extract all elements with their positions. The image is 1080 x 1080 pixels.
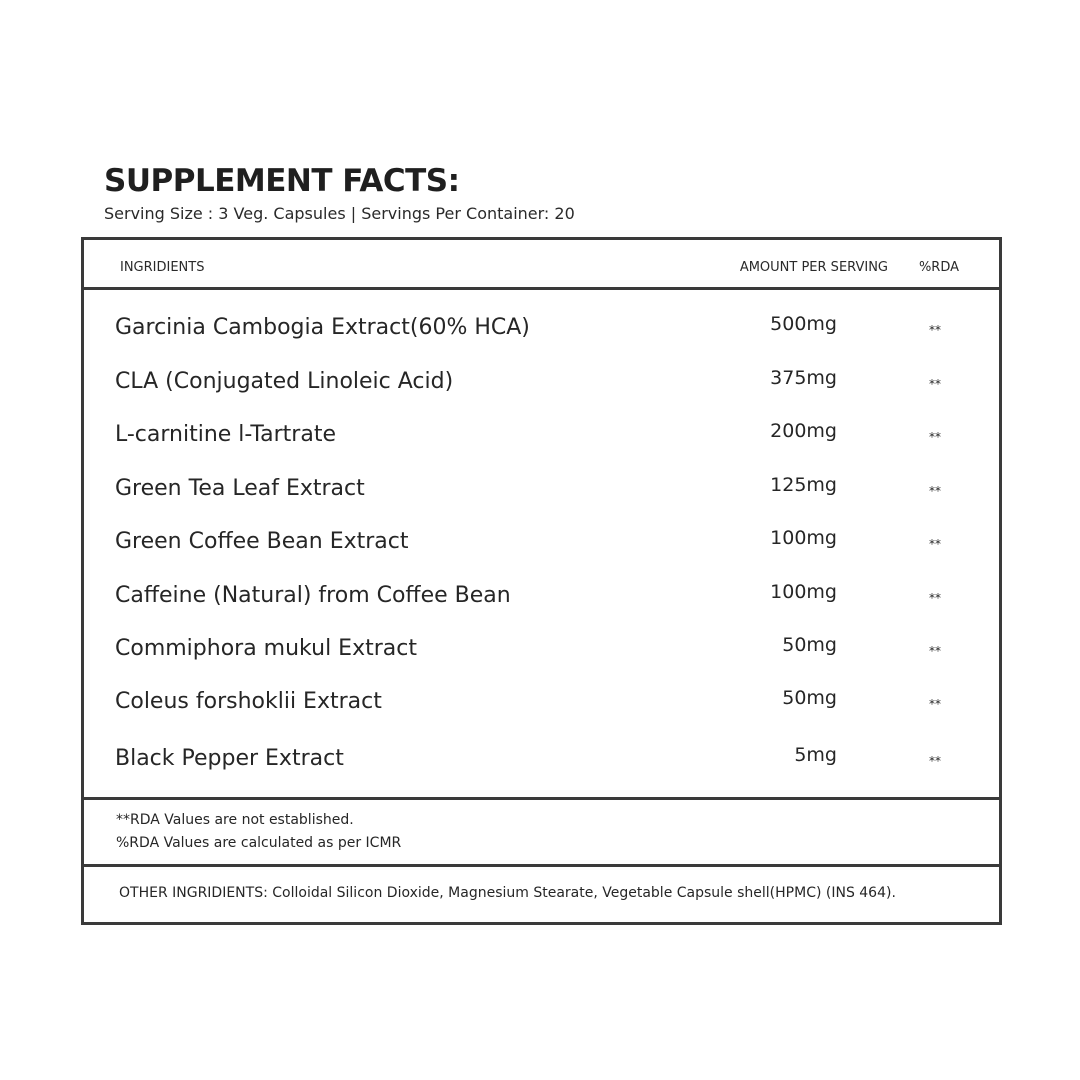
table-row <box>84 467 999 507</box>
other-ingredients: OTHER INGRIDIENTS: Colloidal Silicon Dioxide, Magnesium Stearate, Vegetable Capsule shell(HPMC) (INS 464). <box>119 885 896 901</box>
table-row <box>84 520 999 560</box>
header-rda: %RDA <box>918 260 959 275</box>
table-header <box>84 240 999 290</box>
ingredient-rda: ** <box>929 697 941 711</box>
rda-note-icmr: %RDA Values are calculated as per ICMR <box>116 835 402 851</box>
table-row <box>84 574 999 614</box>
ingredient-amount: 125mg <box>770 474 837 496</box>
table-row <box>84 413 999 453</box>
ingredient-name: L-carnitine l-Tartrate <box>115 422 336 447</box>
ingredient-name: Caffeine (Natural) from Coffee Bean <box>115 583 511 608</box>
ingredient-rda: ** <box>929 644 941 658</box>
table-row <box>84 680 999 720</box>
ingredient-name: Commiphora mukul Extract <box>115 636 417 661</box>
rda-notes <box>84 797 999 867</box>
ingredient-name: Coleus forshoklii Extract <box>115 689 382 714</box>
ingredient-amount: 50mg <box>782 634 837 656</box>
ingredient-amount: 50mg <box>782 687 837 709</box>
ingredient-amount: 200mg <box>770 420 837 442</box>
ingredient-name: Black Pepper Extract <box>115 746 344 771</box>
table-row <box>84 627 999 667</box>
ingredient-rda: ** <box>929 484 941 498</box>
table-row <box>84 360 999 400</box>
ingredient-amount: 100mg <box>770 527 837 549</box>
ingredient-rda: ** <box>929 754 941 768</box>
ingredient-amount: 375mg <box>770 367 837 389</box>
ingredient-name: Green Coffee Bean Extract <box>115 529 409 554</box>
ingredient-rda: ** <box>929 591 941 605</box>
header-ingredients: INGRIDIENTS <box>120 260 205 275</box>
ingredient-amount: 500mg <box>770 313 837 335</box>
supplement-facts-title: SUPPLEMENT FACTS: <box>104 163 460 199</box>
header-amount-per-serving: AMOUNT PER SERVING <box>739 260 888 275</box>
ingredient-rda: ** <box>929 323 941 337</box>
ingredient-rda: ** <box>929 537 941 551</box>
ingredient-amount: 100mg <box>770 581 837 603</box>
ingredient-rda: ** <box>929 430 941 444</box>
ingredient-name: Garcinia Cambogia Extract(60% HCA) <box>115 315 530 340</box>
ingredient-rda: ** <box>929 377 941 391</box>
table-row <box>84 306 999 346</box>
serving-info: Serving Size : 3 Veg. Capsules | Servings Per Container: 20 <box>104 204 575 223</box>
supplement-facts-table <box>81 237 1002 925</box>
table-row <box>84 737 999 777</box>
ingredient-name: Green Tea Leaf Extract <box>115 476 365 501</box>
ingredient-amount: 5mg <box>794 744 837 766</box>
rda-note-not-established: **RDA Values are not established. <box>116 812 354 828</box>
ingredient-name: CLA (Conjugated Linoleic Acid) <box>115 369 454 394</box>
